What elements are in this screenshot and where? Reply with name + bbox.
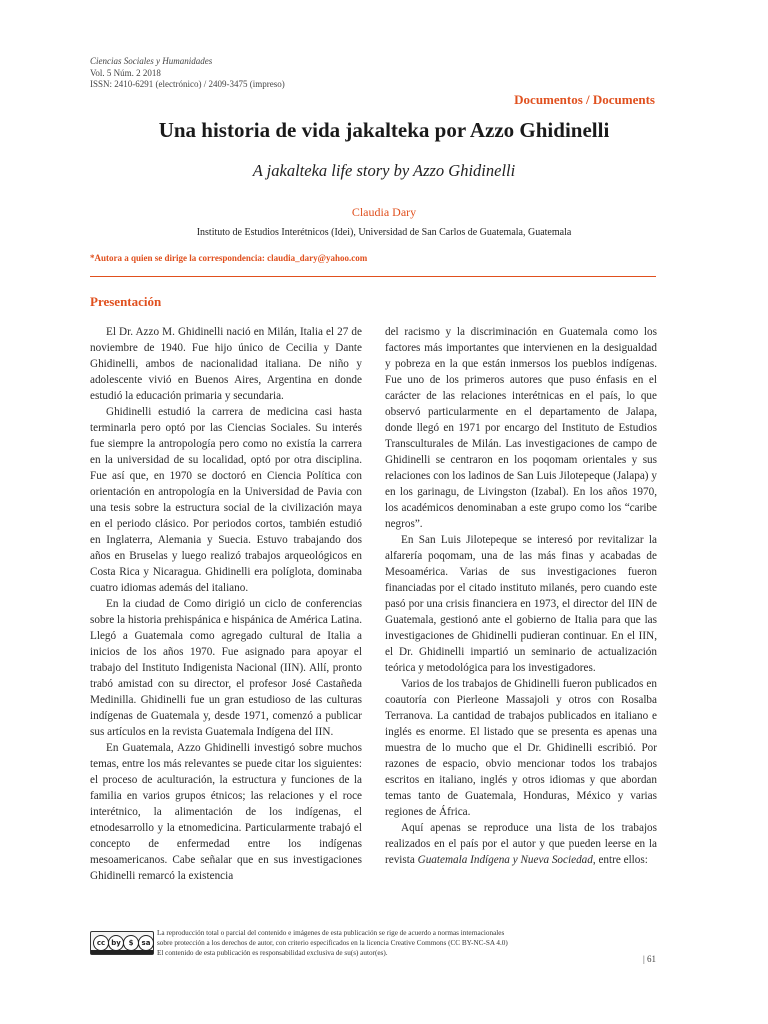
journal-info	[90, 56, 285, 91]
paragraph: Varios de los trabajos de Ghidinelli fueron publicados en coautoría con Pierleone Massajoli y otros con Rosalba Terranova. La cantidad de trabajos publicados en italiano e inglés es enorme. El listado que se presenta es apenas una muestra de lo mucho que el Dr. Ghidinelli escribió. Por razones de espacio, obvio mencionar todos los trabajos escritos en italiano, inglés y otros idiomas y que abordan temas tanto de Guatemala, Honduras, México y varias regiones de África.	[385, 678, 657, 818]
license-line: sobre protección a los derechos de autor, con criterio especificados en la licencia Creative Commons (CC BY-NC-SA 4.0)	[157, 939, 508, 947]
header-divider	[90, 276, 656, 277]
article-subtitle: A jakalteka life story by Azzo Ghidinelli	[252, 161, 516, 180]
paragraph: del racismo y la discriminación en Guatemala como los factores más importantes que intervienen en la desigualdad y pobreza en la que están inmersos los pueblos indígenas. Fue uno de los primeros autores que puso énfasis en el carácter de las relaciones interétnicas en el país, lo que observó particularmente en el departamento de Jalapa, donde llegó en 1971 por encargo del Instituto de Estudios Transculturales de Milán. Las investigaciones de campo de Ghidinelli se centraron en los poqomam orientales y sus relaciones con los ladinos de San Luis Jilotepeque (Jalapa) y en los garinagu, de Livingston (Izabal). En los años 1970, los académicos denominaban a este grupo como los “caribe negros”.	[385, 326, 657, 530]
right-column	[385, 324, 657, 868]
paragraph-text: Aquí apenas se reproduce una lista de los trabajos realizados en el país por el autor y que pueden leerse en la revista	[385, 822, 657, 866]
section-tag: Documentos / Documents	[514, 92, 655, 107]
paragraph: El Dr. Azzo M. Ghidinelli nació en Milán, Italia el 27 de noviembre de 1940. Fue hijo único de Cecilia y Dante Ghidinelli, ambos de nacionalidad italiana. De niño y adolescente vivió en Buenos Aires, Argentina en donde estudió la educación primaria y secundaria.	[90, 326, 362, 402]
journal-reference: Guatemala Indígena y Nueva Sociedad	[417, 854, 593, 866]
license-line: El contenido de esta publicación es responsabilidad exclusiva de su(s) autor(es).	[157, 949, 388, 957]
paragraph	[385, 820, 657, 868]
journal-issn: ISSN: 2410-6291 (electrónico) / 2409-3475 (impreso)	[90, 79, 285, 89]
noncommercial-icon: $	[123, 935, 139, 951]
license-text	[157, 928, 597, 958]
article-title: Una historia de vida jakalteka por Azzo Ghidinelli	[158, 118, 610, 142]
section-heading: Presentación	[90, 294, 162, 309]
paragraph-text: , entre ellos:	[592, 854, 648, 866]
license-line: La reproducción total o parcial del contenido e imágenes de esta publicación se rige de acuerdo a normas internacionales	[157, 929, 505, 937]
by-icon: by	[108, 935, 124, 951]
left-column	[90, 324, 362, 884]
author-affiliation: Instituto de Estudios Interétnicos (Idei), Universidad de San Carlos de Guatemala, Guatemala	[196, 227, 572, 238]
cc-icon: cc	[93, 935, 109, 951]
paragraph: En la ciudad de Como dirigió un ciclo de conferencias sobre la historia prehispánica e hispánica de América Latina. Llegó a Guatemala como agregado cultural de Italia a inicios de los años 1970. Fue asignado para apoyar el trabajo del Instituto Indigenista Nacional (IIN). Allí, pronto trabó amistad con su director, el profesor José Castañeda Medinilla. Ghidinelli fue un gran estudioso de las culturas indígenas de Guatemala y, desde 1971, comenzó a publicar sus artículos en la revista Guatemala Indígena del IIN.	[90, 598, 362, 738]
sharealike-icon: sa	[138, 935, 154, 951]
journal-name: Ciencias Sociales y Humanidades	[90, 56, 213, 66]
creative-commons-badge[interactable]	[90, 931, 154, 955]
journal-volume: Vol. 5 Núm. 2 2018	[90, 67, 161, 78]
correspondence-note: *Autora a quien se dirige la correspondencia: claudia_dary@yahoo.com	[90, 253, 368, 263]
page-number: | 61	[642, 954, 656, 964]
paragraph: Ghidinelli estudió la carrera de medicina casi hasta terminarla pero optó por las Ciencias Sociales. Su interés fue siempre la antropología pero como no existía la carrera en la universidad de su localidad, optó por otra disciplina. Fue así que, en 1970 se doctoró en Ciencia Política con orientación en antropología en la Universidad de Pavia con una tesis sobre la estructura social de la civilización maya en el periodo clásico. Por periodos cortos, también estudió en Inglaterra, Alemania y Suecia. Estuvo trabajando dos años en Bruselas y luego realizó trabajos arqueológicos en Costa Rica y Nicaragua. Ghidinelli era políglota, dominaba cuatro idiomas además del italiano.	[90, 406, 362, 594]
badge-band	[91, 950, 153, 954]
paragraph: En Guatemala, Azzo Ghidinelli investigó sobre muchos temas, entre los más relevantes se puede citar los siguientes: el proceso de aculturación, la estructura y funciones de la familia en varios grupos étnicos; las relaciones y el roce interétnico, la alimentación de los indígenas, el etnodesarrollo y la etnomedicina. Particularmente trabajó el concepto de enfermedad entre los indígenas mesoamericanos. Cabe señalar que en sus investigaciones Ghidinelli remarcó la existencia	[90, 742, 362, 882]
paragraph: En San Luis Jilotepeque se interesó por revitalizar la alfarería poqomam, una de las más finas y acabadas de Mesoamérica. Varias de sus investigaciones fueron financiadas por el citado instituto milanés, pero cuando este pasó por una crisis financiera en 1973, el director del IIN de Guatemala, gestionó ante el gobierno de Italia para que las investigaciones de Ghidinelli pudieran continuar. En el IIN, el Dr. Ghidinelli impartió un seminario de actualización teórica y metodológica para los investigadores.	[385, 534, 657, 674]
author-name: Claudia Dary	[351, 205, 417, 219]
